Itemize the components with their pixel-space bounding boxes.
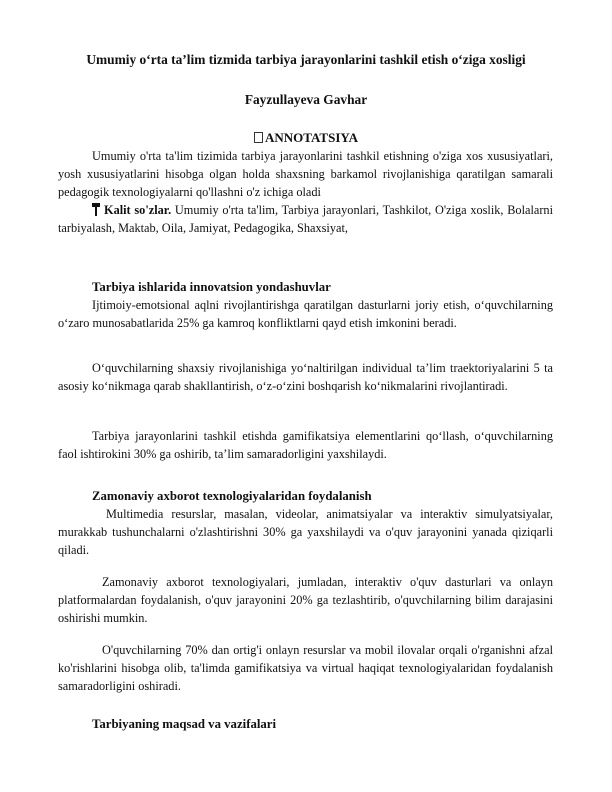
author-name: Fayzullayeva Gavhar <box>244 92 368 107</box>
keywords-label: Kalit so'zlar. <box>104 203 172 217</box>
section1-paragraph-1: Ijtimoiy-emotsional aqlni rivojlantirishga qaratilgan dasturlarni joriy etish, o‘quvchilarning o‘zaro munosabatlarida 25% ga kamroq konfliktlarni qayd etish imkonini beradi. <box>58 298 553 330</box>
section-heading-it: Zamonaviy axborot texnologiyalaridan foydalanish <box>92 489 372 503</box>
keywords-text: Umumiy o'rta ta'lim, Tarbiya jarayonlari, Tashkilot, O'ziga xoslik, Bolalarni tarbiyalash, Maktab, Oila, Jamiyat, Pedagogika, Shaxsiyat, <box>58 203 553 235</box>
annotation-paragraph: Umumiy o'rta ta'lim tizimida tarbiya jarayonlarini tashkil etishning o'ziga xos xususiyatlari, yosh xususiyatlarini hisobga olgan holda shaxsning barkamol rivojlanishiga qaratilgan samarali pedagogik texnologiyalarni qo'llashni o'z ichiga oladi <box>58 149 553 199</box>
annotation-heading <box>0 130 612 146</box>
section2-paragraph-1: Multimedia resurslar, masalan, videolar, animatsiyalar va interaktiv simulyatsiyalar, murakkab tushunchalarni o'zlashtirishni 30% ga yaxshilaydi va o'quv jarayonini yanada qiziqarli qiladi. <box>58 507 553 557</box>
keywords-paragraph <box>58 202 553 238</box>
section1-paragraph-2: O‘quvchilarning shaxsiy rivojlanishiga yo‘naltirilgan individual ta’lim traektoriyalarini 5 ta asosiy ko‘nikmaga qarab shakllantirish, o‘z-o‘zini boshqarish ko‘nikmalarini rivojlantiradi. <box>58 361 553 393</box>
key-icon <box>92 203 100 216</box>
section2-paragraph-2: Zamonaviy axborot texnologiyalari, jumladan, interaktiv o'quv dasturlari va onlayn platformalardan foydalanish, o'quv jarayonini 20% ga tezlashtirib, o'quvchilarning bilim darajasini oshirishi mumkin. <box>58 575 553 625</box>
document-title: Umumiy o‘rta ta’lim tizmida tarbiya jarayonlarini tashkil etish o‘ziga xosligi <box>86 52 526 67</box>
section-heading-goals: Tarbiyaning maqsad va vazifalari <box>92 717 277 731</box>
missing-glyph-icon <box>254 132 263 143</box>
section2-paragraph-3: O'quvchilarning 70% dan ortig'i onlayn resurslar va mobil ilovalar orqali o'rganishni afzal ko'rishlarini hisobga olib, ta'limda gamifikatsiya va virtual haqiqat texnologiyalaridan foydalanish samaradorligini oshiradi. <box>58 643 553 693</box>
annotation-heading-text: ANNOTATSIYA <box>265 130 358 145</box>
section-heading-innovations: Tarbiya ishlarida innovatsion yondashuvlar <box>92 280 331 294</box>
section1-paragraph-3: Tarbiya jarayonlarini tashkil etishda gamifikatsiya elementlarini qo‘llash, o‘quvchilarning faol ishtirokini 30% ga oshirib, ta’lim samaradorligini yaxshilaydi. <box>58 429 553 461</box>
